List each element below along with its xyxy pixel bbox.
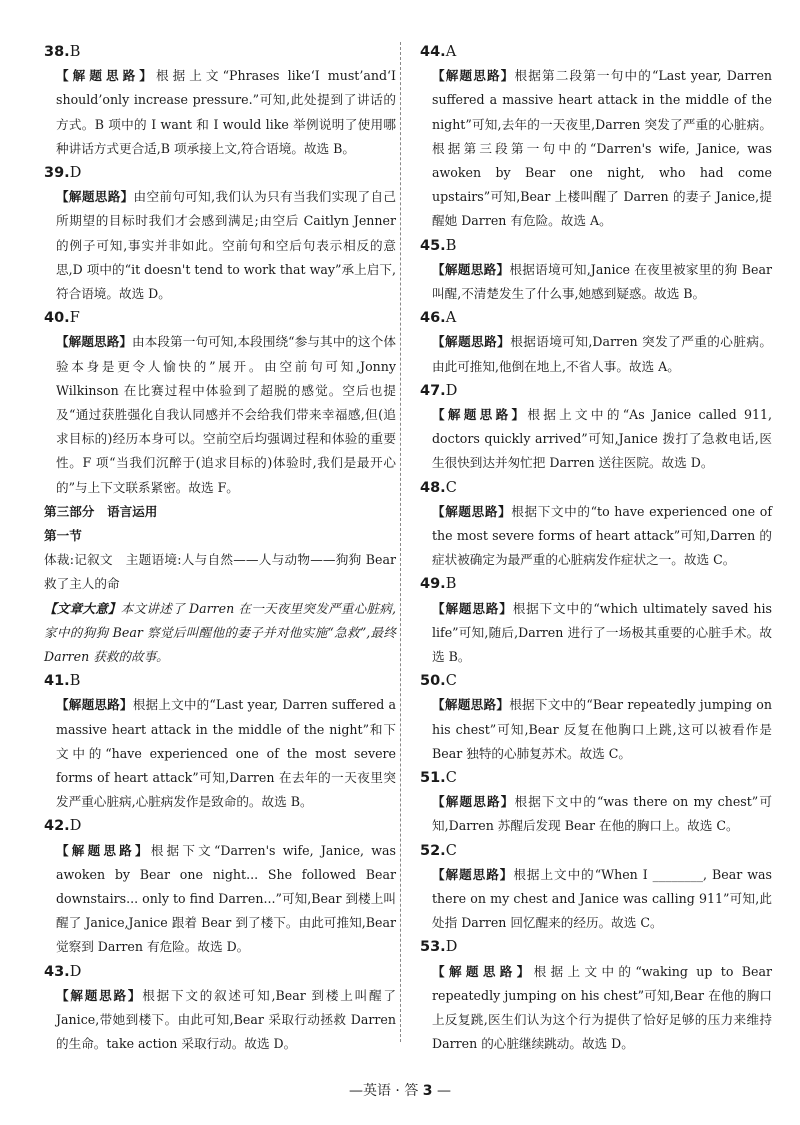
genre-line: 体裁:记叙文 主题语境:人与自然——人与动物——狗狗 Bear 救了主人的命 [44, 552, 396, 592]
explanation-44: 【解题思路】根据第二段第一句中的“Last year, Darren suffered a massive heart attack in the middle of the night”可知,去年的一天夜里,Darren 突发了严重的心脏病。根据第三段第一句中的“Darren's wife, Janice, was awoken by Bear one night, who had come upstairs”可知,Bear 上楼叫醒了 Darren 的妻子 Janice,提醒她 Darren 有危险。故选 A。 [432, 68, 773, 229]
explanation-43: 【解题思路】根据下文的叙述可知,Bear 到楼上叫醒了 Janice,带她到楼下。由此可知,Bear 采取行动拯救 Darren 的生命。take action 采取行动。故选 D。 [56, 987, 396, 1052]
explanation-38: 【解题思路】根据上文“Phrases like‘I must’and‘I should’only increase pressure.”可知,此处提到了讲话的方式。B 项中的 I want 和 I would like 举例说明了使用哪种讲话方式更合适,B 项承接上文,符合语境。故选 B。 [56, 68, 397, 156]
page-footer: —英语 · 答 3 — [348, 1083, 451, 1099]
question-45: 45.B [420, 237, 457, 254]
question-39: 39.D [44, 165, 82, 181]
question-38: 38.B [44, 44, 81, 60]
question-51: 51.C [420, 769, 457, 786]
question-49: 49.B [420, 576, 457, 593]
question-46: 46.A [420, 310, 457, 327]
explanation-53: 【解题思路】根据上文中的“waking up to Bear repeatedly jumping on his chest”可知,Bear 在他的胸口上反复跳,医生们认为这个行为提供了恰好足够的压力来维持 Darren 的心脏继续跳动。故选 D。 [432, 963, 773, 1052]
explanation-41: 【解题思路】根据上文中的“Last year, Darren suffered a massive heart attack in the middle of the night”和下文中的“have experienced one of the most severe forms of heart attack”可知,Darren 在去年的一天夜里突发严重心脏病,心脏病发作是致命的。故选 B。 [56, 697, 396, 810]
article-summary: 【文章大意】本文讲述了 Darren 在一天夜里突发严重心脏病,家中的狗狗 Bear 察觉后叫醒他的妻子并对他实施“急救”,最终 Darren 获救的故事。 [44, 600, 396, 665]
explanation-46: 【解题思路】根据语境可知,Darren 突发了严重的心脏病。由此可推知,他倒在地上,不省人事。故选 A。 [432, 334, 773, 374]
section-one-title: 第一节 [44, 528, 82, 544]
right-column [420, 40, 772, 1056]
explanation-49: 【解题思路】根据下文中的“which ultimately saved his life”可知,随后,Darren 进行了一场极其重要的心脏手术。故选 B。 [432, 600, 772, 664]
part-three-title: 第三部分 语言运用 [44, 503, 158, 519]
question-50: 50.C [420, 673, 457, 690]
question-42: 42.D [44, 818, 82, 835]
question-48: 48.C [420, 479, 457, 496]
explanation-40: 【解题思路】由本段第一句可知,本段围绕“参与其中的这个体验本身是更令人愉快的”展开。由空前句可知,Jonny Wilkinson 在比赛过程中体验到了超脱的感觉。空后也提及“通过获胜强化自我认同感并不会给我们带来幸福感,但(追求目标的)经历本身可以。空前空后均强调过程和体验的重要性。F 项“当我们沉醉于(追求目标的)体验时,我们是最开心的”与上下文联系紧密。故选 F。 [56, 334, 396, 495]
page-number: 3 [422, 1083, 433, 1099]
explanation-50: 【解题思路】根据下文中的“Bear repeatedly jumping on his chest”可知,Bear 反复在他胸口上跳,这可以被看作是 Bear 独特的心肺复苏术。故选 C。 [432, 697, 772, 761]
explanation-45: 【解题思路】根据语境可知,Janice 在夜里被家里的狗 Bear 叫醒,不清楚发生了什么事,她感到疑惑。故选 B。 [432, 261, 773, 301]
question-44: 44.A [420, 44, 457, 60]
question-41: 41.B [44, 673, 81, 690]
explanation-51: 【解题思路】根据下文中的“was there on my chest”可知,Darren 苏醒后发现 Bear 在他的胸口上。故选 C。 [432, 794, 772, 834]
question-47: 47.D [420, 382, 458, 399]
question-52: 52.C [420, 842, 457, 859]
explanation-47: 【解题思路】根据上文中的“As Janice called 911, doctors quickly arrived”可知,Janice 拨打了急救电话,医生很快到达并匆忙把 Darren 送往医院。故选 D。 [432, 406, 772, 471]
question-53: 53.D [420, 939, 458, 956]
column-divider [400, 42, 401, 1042]
question-40: 40.F [44, 310, 80, 327]
question-43: 43.D [44, 963, 82, 980]
explanation-48: 【解题思路】根据下文中的“to have experienced one of the most severe forms of heart attack”可知,Darren 的症状被确定为最严重的心脏病发作症状之一。故选 C。 [432, 503, 772, 568]
left-column [44, 40, 396, 1056]
explanation-52: 【解题思路】根据上文中的“When I ________, Bear was there on my chest and Janice was calling 911”可知,此处指 Darren 回忆醒来的经历。故选 C。 [432, 866, 772, 931]
explanation-42: 【解题思路】根据下文“Darren's wife, Janice, was awoken by Bear one night... She followed Bear downstairs... only to find Darren...”可知,Bear 到楼上叫醒了 Janice,Janice 跟着 Bear 到了楼下。由此可推知,Bear 觉察到 Darren 有危险。故选 D。 [56, 842, 397, 955]
explanation-39: 【解题思路】由空前句可知,我们认为只有当我们实现了自己所期望的目标时我们才会感到满足;由空后 Caitlyn Jenner 的例子可知,事实并非如此。空前句和空后句表示相反的意思,D 项中的“it doesn't tend to work that way”承上启下,符合语境。故选 D。 [56, 189, 396, 301]
